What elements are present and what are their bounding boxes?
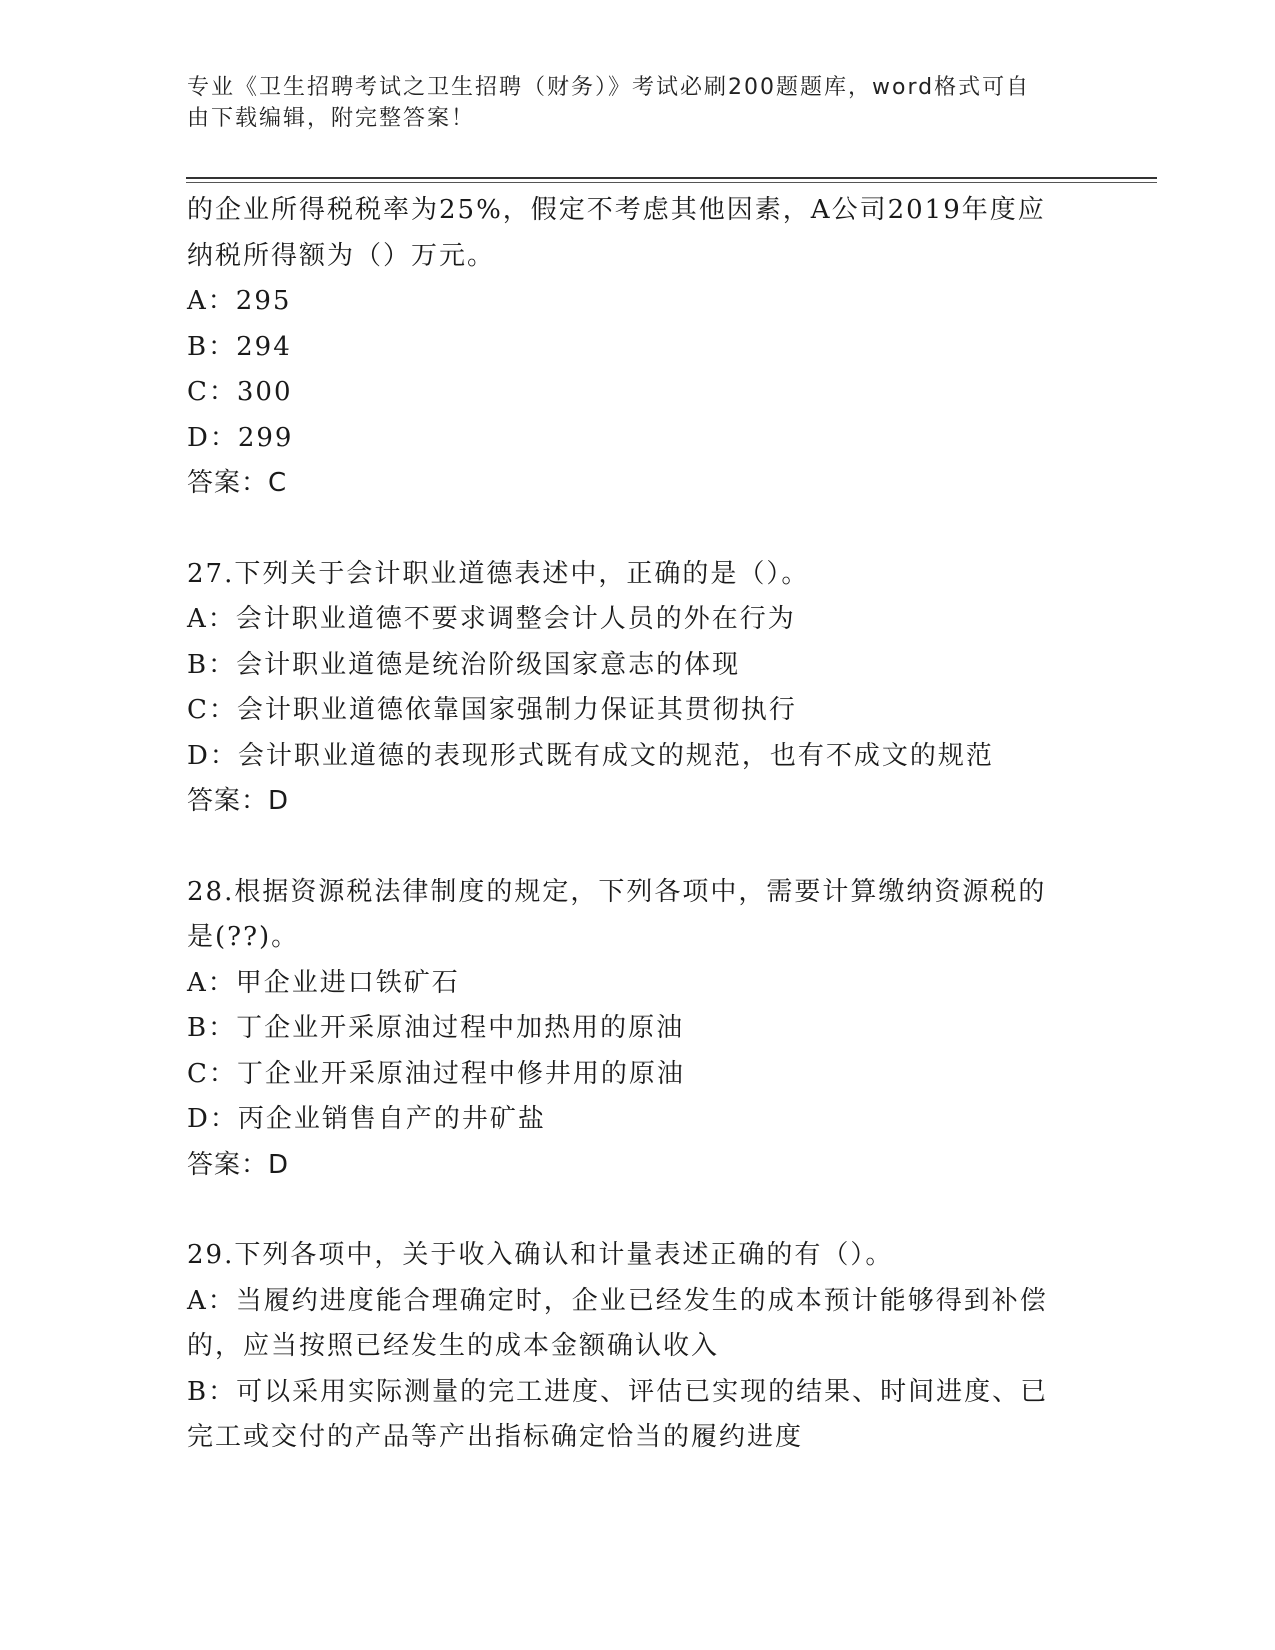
option-c: C：会计职业道德依靠国家强制力保证其贯彻执行 [187,695,797,725]
question-27 [187,552,1087,825]
question-stem-line: 纳税所得额为（）万元。 [187,240,496,271]
option-a: A：当履约进度能合理确定时，企业已经发生的成本预计能够得到补偿 [187,1285,1048,1316]
header-divider-thin [186,182,1157,183]
question-stem-line: 28.根据资源税法律制度的规定，下列各项中，需要计算缴纳资源税的 [187,876,1047,907]
question-stem-line: 是(??)。 [187,922,300,952]
option-d: D：会计职业道德的表现形式既有成文的规范，也有不成文的规范 [187,740,994,771]
document-body [187,188,1087,1461]
option-d: D：299 [187,422,294,453]
header-line-1: 专业《卫生招聘考试之卫生招聘（财务）》考试必刷200题题库，word格式可自 [187,75,1031,100]
option-c: C：丁企业开采原油过程中修井用的原油 [187,1058,685,1089]
question-29 [187,1233,1087,1461]
option-b: B：294 [187,331,292,362]
question-stem-line: 27.下列关于会计职业道德表述中，正确的是（）。 [187,558,810,589]
question-26 [187,188,1087,507]
question-spacer [187,1188,1087,1233]
question-spacer [187,825,1087,870]
option-a-continued: 的，应当按照已经发生的成本金额确认收入 [187,1331,720,1361]
question-stem-line: 的企业所得税税率为25%，假定不考虑其他因素，A公司2019年度应 [187,195,1046,225]
header-divider-thick [186,177,1157,179]
question-stem-line: 29.下列各项中，关于收入确认和计量表述正确的有（）。 [187,1240,894,1270]
option-a: A：会计职业道德不要求调整会计人员的外在行为 [187,604,796,634]
option-a: A：甲企业进口铁矿石 [187,967,460,998]
question-spacer [187,507,1087,552]
answer-line: 答案：D [187,786,290,816]
question-28 [187,870,1087,1189]
option-d: D：丙企业销售自产的井矿盐 [187,1104,546,1134]
option-b: B：会计职业道德是统治阶级国家意志的体现 [187,649,741,680]
document-header [187,72,1067,134]
answer-line: 答案：C [187,468,288,498]
option-a: A：295 [187,286,292,316]
option-b: B：可以采用实际测量的完工进度、评估已实现的结果、时间进度、已 [187,1376,1049,1407]
option-b-continued: 完工或交付的产品等产出指标确定恰当的履约进度 [187,1422,804,1452]
answer-line: 答案：D [187,1149,290,1180]
header-line-2: 由下载编辑，附完整答案！ [187,106,476,131]
option-b: B：丁企业开采原油过程中加热用的原油 [187,1013,685,1043]
option-c: C：300 [187,377,293,407]
